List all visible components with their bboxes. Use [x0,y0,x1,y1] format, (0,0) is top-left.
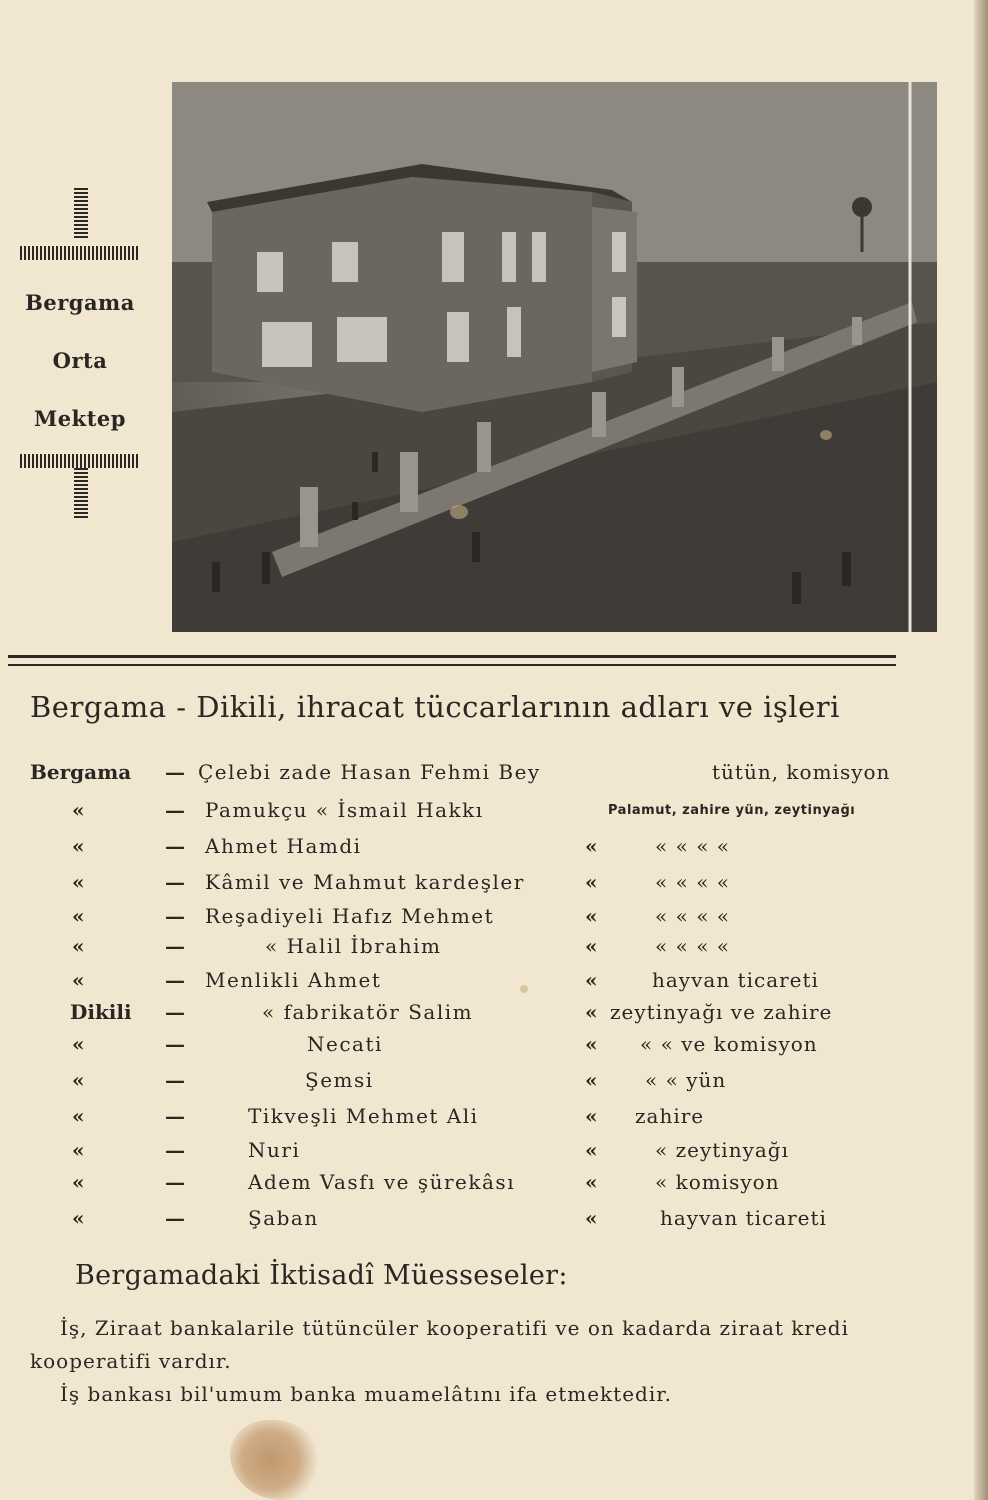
ditto-mark: « [585,834,598,858]
city-cell: « [72,1104,85,1128]
trader-row [0,1104,988,1136]
trader-activity: « « ve komisyon [640,1032,818,1056]
city-cell: Bergama [30,760,132,784]
dash-cell: — [165,1206,185,1230]
trader-name: « Halil İbrahim [265,934,442,958]
city-cell: « [72,870,85,894]
city-cell: Dikili [70,1000,132,1024]
school-photograph [172,82,937,632]
trader-name: Çelebi zade Hasan Fehmi Bey [198,760,541,784]
dash-cell: — [165,904,185,928]
side-caption-line-2: Orta [52,348,108,373]
side-caption [20,188,140,518]
trader-activity: hayvan ticareti [660,1206,827,1230]
ditto-mark: « [585,968,598,992]
ditto-mark: « [585,1206,598,1230]
trader-name: Şaban [248,1206,319,1230]
trader-name: Nuri [248,1138,301,1162]
ditto-mark: « [585,1068,598,1092]
trader-row [0,870,988,902]
dash-cell: — [165,1068,185,1092]
trader-name: Reşadiyeli Hafız Mehmet [205,904,495,928]
trader-activity: tütün, komisyon [712,760,891,784]
dash-cell: — [165,968,185,992]
trader-row [0,968,988,1000]
trader-activity: zeytinyağı ve zahire [610,1000,833,1024]
dash-cell: — [165,834,185,858]
city-cell: « [72,968,85,992]
trader-activity: « « « « [655,834,731,858]
trader-activity: Palamut, zahire yün, zeytinyağı [608,803,856,818]
city-cell: « [72,1032,85,1056]
section-subheading: Bergamadaki İktisadî Müesseseler: [75,1260,568,1291]
dash-cell: — [165,1000,185,1024]
trader-activity: « zeytinyağı [655,1138,790,1162]
city-cell: « [72,904,85,928]
paper-stain [230,1420,320,1500]
trader-row [0,1138,988,1170]
section-heading: Bergama - Dikili, ihracat tüccarlarının adları ve işleri [30,690,840,724]
trader-name: Tikveşli Mehmet Ali [248,1104,479,1128]
trader-row [0,1032,988,1064]
trader-row [0,798,988,830]
trader-name: Kâmil ve Mahmut kardeşler [205,870,525,894]
ditto-mark: « [585,1000,598,1024]
divider-rule [8,655,896,658]
side-caption-line-1: Bergama [25,290,135,315]
trader-activity: « « yün [645,1068,727,1092]
paper-spot [820,430,832,440]
ditto-mark: « [585,1170,598,1194]
dash-cell: — [165,1104,185,1128]
city-cell: « [72,1206,85,1230]
trader-row [0,904,988,936]
city-cell: « [72,798,85,822]
vertical-ruler-ornament [74,468,88,518]
city-cell: « [72,1138,85,1162]
trader-row [0,934,988,966]
paper-spot [450,505,468,519]
ditto-mark: « [585,934,598,958]
trader-row [0,1170,988,1202]
dash-cell: — [165,934,185,958]
page-edge [974,0,988,1500]
dash-cell: — [165,1032,185,1056]
ditto-mark: « [585,1104,598,1128]
trader-activity: hayvan ticareti [652,968,819,992]
side-caption-line-3: Mektep [34,406,126,431]
trader-row [0,1206,988,1238]
trader-activity: « « « « [655,904,731,928]
trader-name: « fabrikatör Salim [262,1000,474,1024]
ditto-mark: « [585,1032,598,1056]
vertical-ruler-ornament [74,188,88,238]
trader-name: Menlikli Ahmet [205,968,382,992]
paragraph-banks: İş, Ziraat bankalarile tütüncüler kooperatifi ve on kadarda ziraat kredi kooperatifi vardır. [30,1316,849,1373]
paragraph-is-bank: İş bankası bil'umum banka muamelâtını ifa etmektedir. [60,1382,672,1406]
paper-spot [520,985,528,993]
city-cell: « [72,934,85,958]
dash-cell: — [165,870,185,894]
ditto-mark: « [585,870,598,894]
dash-cell: — [165,798,185,822]
trader-activity: « « « « [655,934,731,958]
city-cell: « [72,834,85,858]
trader-row [0,1068,988,1100]
trader-name: Pamukçu « İsmail Hakkı [205,798,484,822]
trader-name: Şemsi [305,1068,374,1092]
trader-name: Ahmet Hamdi [205,834,362,858]
trader-name: Adem Vasfı ve şürekâsı [248,1170,516,1194]
dash-cell: — [165,1170,185,1194]
trader-row [0,1000,988,1032]
trader-activity: « komisyon [655,1170,780,1194]
trader-name: Necati [307,1032,383,1056]
horizontal-ruler-ornament [20,246,138,260]
ditto-mark: « [585,1138,598,1162]
city-cell: « [72,1170,85,1194]
divider-rule [8,664,896,666]
trader-row [0,760,988,792]
dash-cell: — [165,760,185,784]
city-cell: « [72,1068,85,1092]
trader-activity: zahire [635,1104,705,1128]
horizontal-ruler-ornament [20,454,138,468]
ditto-mark: « [585,904,598,928]
trader-activity: « « « « [655,870,731,894]
trader-row [0,834,988,866]
dash-cell: — [165,1138,185,1162]
